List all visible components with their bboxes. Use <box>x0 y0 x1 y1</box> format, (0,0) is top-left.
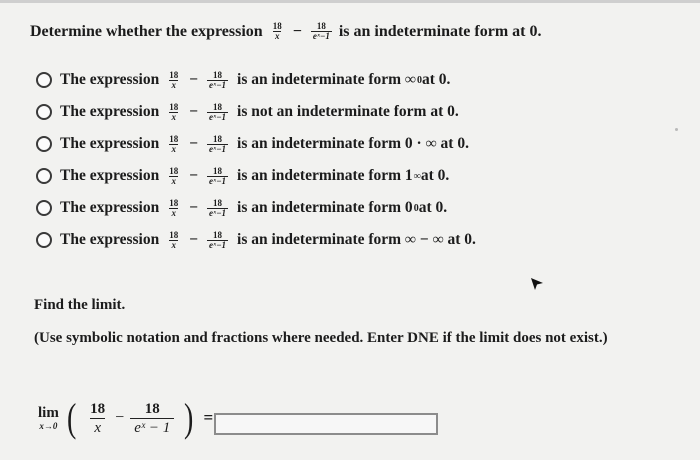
limit-fraction-1 <box>86 400 109 437</box>
fraction-18-over-x <box>167 199 180 218</box>
option-lead: The expression <box>60 167 160 184</box>
option-lead: The expression <box>60 199 160 216</box>
radio-button[interactable] <box>36 72 52 88</box>
radio-button[interactable] <box>36 232 52 248</box>
fraction-denominator: eˣ−1 <box>209 175 227 186</box>
option-text: is an indeterminate form 1 <box>237 167 413 184</box>
radio-button[interactable] <box>36 104 52 120</box>
option-tail: at 0. <box>418 199 448 216</box>
fraction-denominator: x <box>171 111 176 122</box>
fraction-numerator: 18 <box>213 101 223 112</box>
fraction-numerator: 18 <box>272 21 282 31</box>
fraction-denominator: eˣ−1 <box>209 143 227 154</box>
minus-sign: − <box>189 199 199 216</box>
option-lead: The expression <box>60 71 160 88</box>
lim-operator <box>38 405 59 431</box>
option-text: is not an indeterminate form at 0. <box>237 103 459 120</box>
limit-fraction-2 <box>130 400 174 437</box>
radio-button[interactable] <box>36 168 52 184</box>
option-superscript: 0 <box>413 202 419 214</box>
option-text: is an indeterminate form 0 <box>237 199 413 216</box>
fraction-18-over-exp <box>207 71 228 90</box>
question-prefix: Determine whether the expression <box>30 22 263 40</box>
mouse-pointer-icon <box>530 277 544 291</box>
fraction-denominator: eˣ−1 <box>312 31 330 41</box>
fraction-numerator: 18 <box>90 400 106 417</box>
fraction-numerator: 18 <box>213 229 223 240</box>
fraction-18-over-exp <box>207 199 228 218</box>
minus-sign: − <box>189 103 199 120</box>
option-tail: at 0. <box>420 167 450 184</box>
fraction-18-over-x <box>271 22 284 41</box>
option-text: is an indeterminate form ∞ − ∞ at 0. <box>237 231 476 248</box>
fraction-18-over-x <box>167 71 180 90</box>
option-text: is an indeterminate form ∞ <box>237 71 416 88</box>
fraction-denominator: eˣ−1 <box>209 79 227 90</box>
option-2[interactable] <box>36 96 477 128</box>
option-text: is an indeterminate form 0 · ∞ at 0. <box>237 135 469 152</box>
fraction-numerator: 18 <box>213 69 223 80</box>
find-limit-label: Find the limit. <box>34 297 126 313</box>
fraction-numerator: 18 <box>169 165 179 176</box>
instructions-note: (Use symbolic notation and fractions where needed. Enter DNE if the limit does not exist.) <box>34 330 608 346</box>
right-paren: ) <box>184 395 194 440</box>
fraction-denominator: eˣ−1 <box>209 111 227 122</box>
fraction-denominator: x <box>171 79 176 90</box>
equals-sign: = <box>203 408 214 427</box>
question-text <box>30 22 541 41</box>
option-5[interactable] <box>36 192 477 224</box>
answer-options <box>36 64 477 256</box>
fraction-18-over-x <box>167 103 180 122</box>
fraction-denominator: x <box>171 207 176 218</box>
option-1[interactable] <box>36 64 477 96</box>
fraction-18-over-exp <box>207 103 228 122</box>
screen-speck <box>675 128 678 131</box>
fraction-numerator: 18 <box>169 197 179 208</box>
fraction-18-over-x <box>167 231 180 250</box>
fraction-18-over-exp <box>207 135 228 154</box>
option-lead: The expression <box>60 135 160 152</box>
left-paren: ( <box>66 395 77 440</box>
fraction-denominator: eˣ − 1 <box>130 418 174 437</box>
fraction-numerator: 18 <box>144 400 160 417</box>
limit-expression <box>38 395 214 440</box>
minus-sign: − <box>189 135 199 152</box>
radio-button[interactable] <box>36 200 52 216</box>
fraction-numerator: 18 <box>213 165 223 176</box>
fraction-denominator: x <box>274 31 280 41</box>
option-lead: The expression <box>60 231 160 248</box>
fraction-numerator: 18 <box>213 133 223 144</box>
minus-sign: − <box>115 409 125 426</box>
fraction-numerator: 18 <box>169 69 179 80</box>
minus-sign: − <box>189 167 199 184</box>
option-tail: at 0. <box>422 71 451 88</box>
lim-word: lim <box>38 405 59 421</box>
fraction-denominator: x <box>90 418 105 437</box>
minus-sign: − <box>292 22 302 40</box>
option-lead: The expression <box>60 103 160 120</box>
question-suffix: is an indeterminate form at 0. <box>338 22 542 40</box>
fraction-numerator: 18 <box>169 229 179 240</box>
fraction-18-over-exp <box>207 167 228 186</box>
fraction-numerator: 18 <box>316 21 326 31</box>
fraction-denominator: x <box>171 175 176 186</box>
fraction-denominator: x <box>171 143 176 154</box>
top-divider <box>0 0 700 3</box>
option-6[interactable] <box>36 224 477 256</box>
fraction-denominator: eˣ−1 <box>209 207 227 218</box>
fraction-denominator: eˣ−1 <box>209 239 227 250</box>
lim-subscript: x→0 <box>39 421 58 431</box>
fraction-denominator: x <box>171 239 176 250</box>
option-3[interactable] <box>36 128 477 160</box>
minus-sign: − <box>189 231 199 248</box>
fraction-numerator: 18 <box>169 133 179 144</box>
limit-answer-input[interactable] <box>214 413 438 435</box>
fraction-18-over-exp <box>207 231 228 250</box>
option-superscript: ∞ <box>413 170 421 182</box>
fraction-18-over-x <box>167 167 180 186</box>
fraction-18-over-exp <box>311 22 332 41</box>
fraction-numerator: 18 <box>169 101 179 112</box>
option-4[interactable] <box>36 160 477 192</box>
fraction-18-over-x <box>167 135 180 154</box>
radio-button[interactable] <box>36 136 52 152</box>
fraction-numerator: 18 <box>213 197 223 208</box>
option-superscript: 0 <box>417 74 422 86</box>
minus-sign: − <box>189 71 199 88</box>
